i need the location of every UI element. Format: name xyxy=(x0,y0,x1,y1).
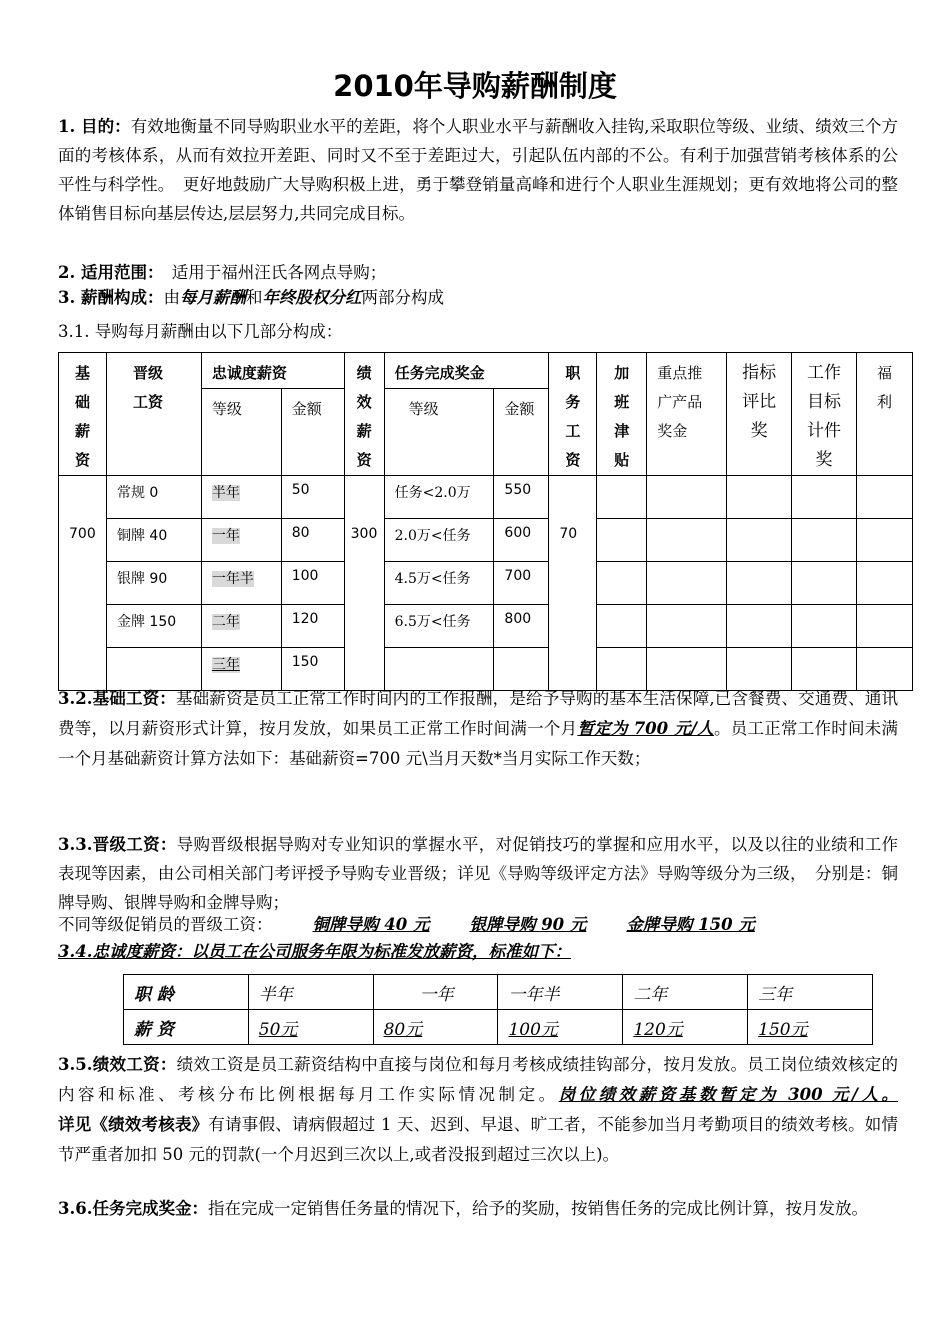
amount-cell: 80元 xyxy=(373,1010,498,1045)
performance-ref: 详见《绩效考核表》 xyxy=(58,1115,209,1134)
scope-text: 适用于福州汪氏各网点导购； xyxy=(155,263,387,282)
scope-label: 2. 适用范围： xyxy=(58,263,156,282)
promotion-label: 3.3.晋级工资： xyxy=(58,835,177,854)
header-work-target xyxy=(792,353,857,476)
loyalty-amount-cell: 150 xyxy=(281,648,344,691)
base-salary-text2: 。员工正常工作时间未满一个月基础薪资计算方法如下：基础薪资=700 元\当月天数*当月实际工作天数； xyxy=(58,719,899,768)
header-welfare xyxy=(857,353,913,476)
section-promotion-salary xyxy=(58,830,898,917)
header-index-label: 指标评比奖 xyxy=(742,363,777,441)
task-grade-cell: 6.5万<任务 xyxy=(384,605,494,648)
loyalty-amount-cell: 80 xyxy=(281,519,344,562)
composition-mid: 和 xyxy=(245,288,263,307)
task-bonus-text: 指在完成一定销售任务量的情况下，给予的奖励，按销售任务的完成比例计算，按月发放。 xyxy=(207,1199,868,1218)
performance-text2: 有请事假、请病假超过 1 天、迟到、早退、旷工者，不能参加当月考勤项目的绩效考核。如情节严重者加扣 50 元的罚款(一个月迟到三次以上,或者没报到超过三次以上)。 xyxy=(58,1115,898,1164)
empty-cell xyxy=(792,519,857,562)
bronze-level: 铜牌导购 40 元 xyxy=(312,915,430,934)
promo-cell: 银牌 90 xyxy=(106,562,201,605)
promotion-text: 导购晋级根据导购对专业知识的掌握水平，对促销技巧的掌握和应用水平，以及以往的业绩和工作表现等因素，由公司相关部门考评授予导购专业晋级；详见《导购等级评定方法》导购等级分为三级， 分别是：铜牌导购、银牌导购和金牌导购； xyxy=(58,835,899,912)
composition-label: 3. 薪酬构成： xyxy=(58,288,164,307)
amount-cell: 150元 xyxy=(748,1010,873,1045)
empty-cell xyxy=(857,605,913,648)
empty-cell xyxy=(597,476,647,519)
header-overtime xyxy=(597,353,647,476)
header-task: 任务完成奖金 xyxy=(384,353,549,389)
loyalty-heading: 3.4.忠诚度薪资：以员工在公司服务年限为标准发放薪资，标准如下： xyxy=(58,942,571,961)
subheader-task-grade: 等级 xyxy=(384,389,494,476)
empty-cell xyxy=(597,605,647,648)
task-amount-cell: 600 xyxy=(494,519,549,562)
loyalty-grade-text: 三年 xyxy=(211,657,240,673)
header-loyalty: 忠诚度薪资 xyxy=(201,353,344,389)
salary-structure-table xyxy=(58,352,913,691)
task-grade-cell: 4.5万<任务 xyxy=(384,562,494,605)
promo-cell: 铜牌 40 xyxy=(106,519,201,562)
base-salary-value: 700 xyxy=(59,476,107,691)
promo-cell: 金牌 150 xyxy=(106,605,201,648)
gold-level: 金牌导购 150 元 xyxy=(626,915,755,934)
empty-cell xyxy=(647,562,727,605)
empty-cell xyxy=(857,476,913,519)
base-salary-amount: 暂定为 700 元/人 xyxy=(577,719,714,738)
tenure-row xyxy=(124,975,873,1010)
tenure-cell: 二年 xyxy=(623,975,748,1010)
header-perf-label: 绩效薪资 xyxy=(356,364,372,469)
header-key-product xyxy=(647,353,727,476)
loyalty-grade-cell xyxy=(201,562,281,605)
empty-cell xyxy=(727,605,792,648)
amount-label: 薪 资 xyxy=(124,1010,249,1045)
header-base-label: 基础薪资 xyxy=(74,364,90,469)
performance-label: 3.5.绩效工资： xyxy=(58,1055,177,1074)
subheader-loyalty-grade: 等级 xyxy=(201,389,281,476)
header-promo xyxy=(106,353,201,476)
amount-cell: 50元 xyxy=(248,1010,373,1045)
empty-cell xyxy=(727,562,792,605)
loyalty-grade-cell xyxy=(201,519,281,562)
loyalty-grade-text: 一年 xyxy=(211,528,240,544)
empty-cell xyxy=(792,605,857,648)
table-row xyxy=(59,562,913,605)
composition-post: 两部分构成 xyxy=(361,288,444,307)
loyalty-grade-text: 一年半 xyxy=(211,571,254,587)
loyalty-amount-cell: 50 xyxy=(281,476,344,519)
section-task-bonus xyxy=(58,1194,898,1224)
empty-cell xyxy=(597,519,647,562)
page-title: 2010年导购薪酬制度 xyxy=(333,69,617,103)
empty-cell xyxy=(792,476,857,519)
empty-cell xyxy=(857,519,913,562)
loyalty-amount-cell: 120 xyxy=(281,605,344,648)
empty-cell xyxy=(727,519,792,562)
tenure-cell: 一年 xyxy=(373,975,498,1010)
monthly-pay: 每月薪酬 xyxy=(179,288,246,307)
header-index xyxy=(727,353,792,476)
empty-cell xyxy=(647,476,727,519)
table-header-row xyxy=(59,353,913,389)
purpose-label: 1. 目的： xyxy=(58,117,131,136)
subheader-loyalty-amount: 金额 xyxy=(281,389,344,476)
empty-cell xyxy=(857,562,913,605)
promotion-levels-line xyxy=(58,913,898,937)
loyalty-grade-text: 半年 xyxy=(211,485,240,501)
task-amount-cell: 700 xyxy=(494,562,549,605)
performance-text: 绩效工资是员工薪资结构中直接与岗位和每月考核成绩挂钩部分，按月发放。员工岗位绩效核定的内容和标准、考核分布比例根据每月工作实际情况制定。 xyxy=(58,1055,899,1104)
empty-cell xyxy=(792,562,857,605)
annual-dividend: 年终股权分红 xyxy=(262,288,362,307)
tenure-label: 职 龄 xyxy=(124,975,249,1010)
amount-row xyxy=(124,1010,873,1045)
header-work-target-label: 工作目标计件奖 xyxy=(807,363,842,470)
section-performance-salary xyxy=(58,1050,898,1170)
base-salary-text: 基础薪资是员工正常工作时间内的工作报酬，是给予导购的基本生活保障,已含餐费、交通费、通讯费等，以月薪资形式计算，按月发放，如果员工正常工作时间满一个月 xyxy=(58,689,898,738)
section-purpose xyxy=(58,112,898,228)
empty-cell xyxy=(597,562,647,605)
performance-base-amount: 岗位绩效薪资基数暂定为 300 元/人。 xyxy=(558,1085,899,1104)
section-loyalty-salary xyxy=(58,940,898,964)
loyalty-grade-text: 二年 xyxy=(211,614,240,630)
task-amount-cell: 550 xyxy=(494,476,549,519)
section-composition xyxy=(58,283,898,312)
task-grade-cell: 2.0万<任务 xyxy=(384,519,494,562)
empty-cell xyxy=(647,519,727,562)
promotion-levels-label: 不同等级促销员的晋级工资： xyxy=(58,915,273,934)
header-key-product-label: 重点推广产品奖金 xyxy=(657,364,703,440)
tenure-cell: 一年半 xyxy=(498,975,623,1010)
tenure-cell: 半年 xyxy=(248,975,373,1010)
composition-pre: 由 xyxy=(163,288,180,307)
loyalty-amount-cell: 100 xyxy=(281,562,344,605)
table-row xyxy=(59,476,913,519)
perf-salary-value: 300 xyxy=(344,476,384,691)
table-row xyxy=(59,605,913,648)
header-post xyxy=(549,353,597,476)
amount-cell: 100元 xyxy=(498,1010,623,1045)
header-overtime-label: 加班津贴 xyxy=(614,364,630,469)
header-promo-label: 晋级工资 xyxy=(132,364,163,411)
base-salary-label: 3.2.基础工资： xyxy=(58,689,176,708)
promo-cell: 常规 0 xyxy=(106,476,201,519)
loyalty-salary-table xyxy=(123,974,873,1045)
post-salary-value: 70 xyxy=(549,476,597,691)
header-welfare-label: 福利 xyxy=(876,364,892,411)
task-grade-cell: 任务<2.0万 xyxy=(384,476,494,519)
task-bonus-label: 3.6.任务完成奖金： xyxy=(58,1199,208,1218)
silver-level: 银牌导购 90 元 xyxy=(469,915,587,934)
purpose-text: 有效地衡量不同导购职业水平的差距，将个人职业水平与薪酬收入挂钩,采取职位等级、业绩、绩效三个方面的考核体系，从而有效拉开差距、同时又不至于差距过大，引起队伍内部的不公。有利于加强营销考核体系的公平性与科学性。 更好地鼓励广大导购积极上进，勇于攀登销量高峰和进行个人职业生涯规划；更有效地将公司的整体销售目标向基层传达,层层努力,共同完成目标。 xyxy=(58,117,898,223)
empty-cell xyxy=(727,476,792,519)
header-base xyxy=(59,353,107,476)
task-amount-cell: 800 xyxy=(494,605,549,648)
header-perf xyxy=(344,353,384,476)
section-3-1: 3.1. 导购每月薪酬由以下几部分构成： xyxy=(58,322,343,341)
header-post-label: 职务工资 xyxy=(565,364,581,469)
section-base-salary xyxy=(58,684,898,774)
subheader-task-amount: 金额 xyxy=(494,389,549,476)
empty-cell xyxy=(647,605,727,648)
loyalty-grade-cell xyxy=(201,476,281,519)
amount-cell: 120元 xyxy=(623,1010,748,1045)
tenure-cell: 三年 xyxy=(748,975,873,1010)
table-row xyxy=(59,519,913,562)
loyalty-grade-cell xyxy=(201,605,281,648)
